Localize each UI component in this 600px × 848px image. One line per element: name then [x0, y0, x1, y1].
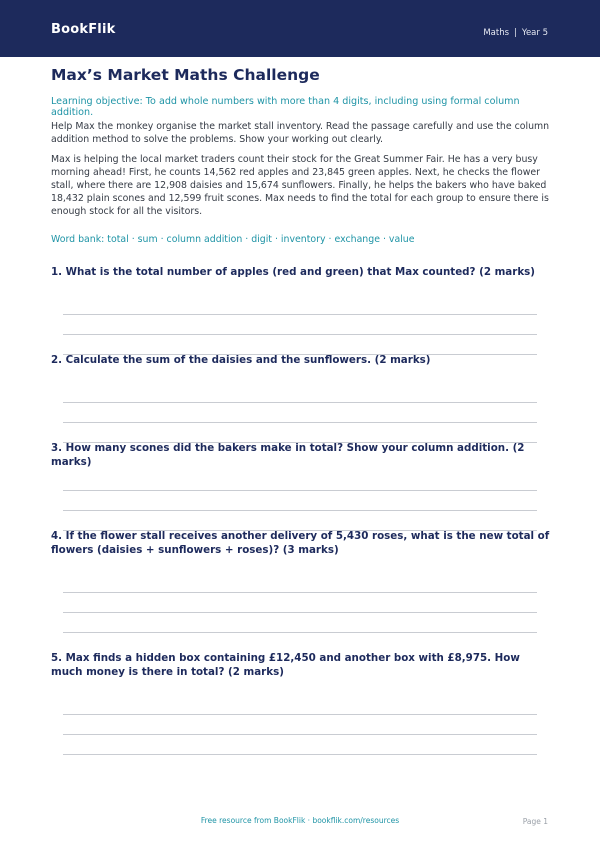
- page-number: Page 1: [522, 817, 548, 826]
- question-5: 5. Max finds a hidden box containing £12,450 and another box with £8,975. How much money is there in total? (2 marks): [51, 652, 520, 678]
- answer-line[interactable]: [63, 422, 537, 423]
- subject-label: Maths: [483, 28, 510, 38]
- meta-separator: |: [514, 28, 517, 38]
- answer-line[interactable]: [63, 734, 537, 735]
- passage-paragraph: Max is helping the local market traders count their stock for the Great Summer Fair. He has a very busy morning ahead! First, he counts 14,562 red apples and 23,845 green apples. Next, he checks the flower stall, where there are 12,908 daisies and 15,674 sunflowers. Finally, he helps the bakers who have baked 18,432 plain scones and 12,599 fruit scones. Max needs to find the total for each group to ensure there is enough stock for all the visitors.: [51, 154, 549, 217]
- question-3: 3. How many scones did the bakers make in total? Show your column addition. (2 marks): [51, 442, 525, 468]
- answer-line[interactable]: [63, 754, 537, 755]
- intro-paragraph: Help Max the monkey organise the market stall inventory. Read the passage carefully and use the column addition method to solve the problems. Show your working out clearly.: [51, 121, 550, 145]
- answer-line[interactable]: [63, 402, 537, 403]
- answer-line[interactable]: [63, 714, 537, 715]
- brand-logo[interactable]: BookFlik: [51, 22, 116, 37]
- learning-objective: Learning objective: To add whole numbers with more than 4 digits, including using formal column addition.: [51, 96, 520, 118]
- answer-line[interactable]: [63, 510, 537, 511]
- question-4: 4. If the flower stall receives another delivery of 5,430 roses, what is the new total of flowers (daisies + sunflowers + roses)? (3 marks): [51, 530, 550, 556]
- answer-line[interactable]: [63, 612, 537, 613]
- answer-line[interactable]: [63, 592, 537, 593]
- answer-line[interactable]: [63, 490, 537, 491]
- word-bank: Word bank: total · sum · column addition · digit · inventory · exchange · value: [51, 234, 415, 245]
- answer-line[interactable]: [63, 314, 537, 315]
- answer-line[interactable]: [63, 632, 537, 633]
- footer-credit[interactable]: Free resource from BookFlik · bookflik.com/resources: [200, 816, 400, 825]
- question-1: 1. What is the total number of apples (red and green) that Max counted? (2 marks): [51, 266, 536, 278]
- year-label: Year 5: [521, 28, 548, 38]
- worksheet-title: Max’s Market Maths Challenge: [51, 66, 320, 84]
- header-bar: [0, 0, 600, 57]
- question-2: 2. Calculate the sum of the daisies and the sunflowers. (2 marks): [51, 354, 431, 366]
- subject-year: [483, 28, 548, 38]
- answer-line[interactable]: [63, 334, 537, 335]
